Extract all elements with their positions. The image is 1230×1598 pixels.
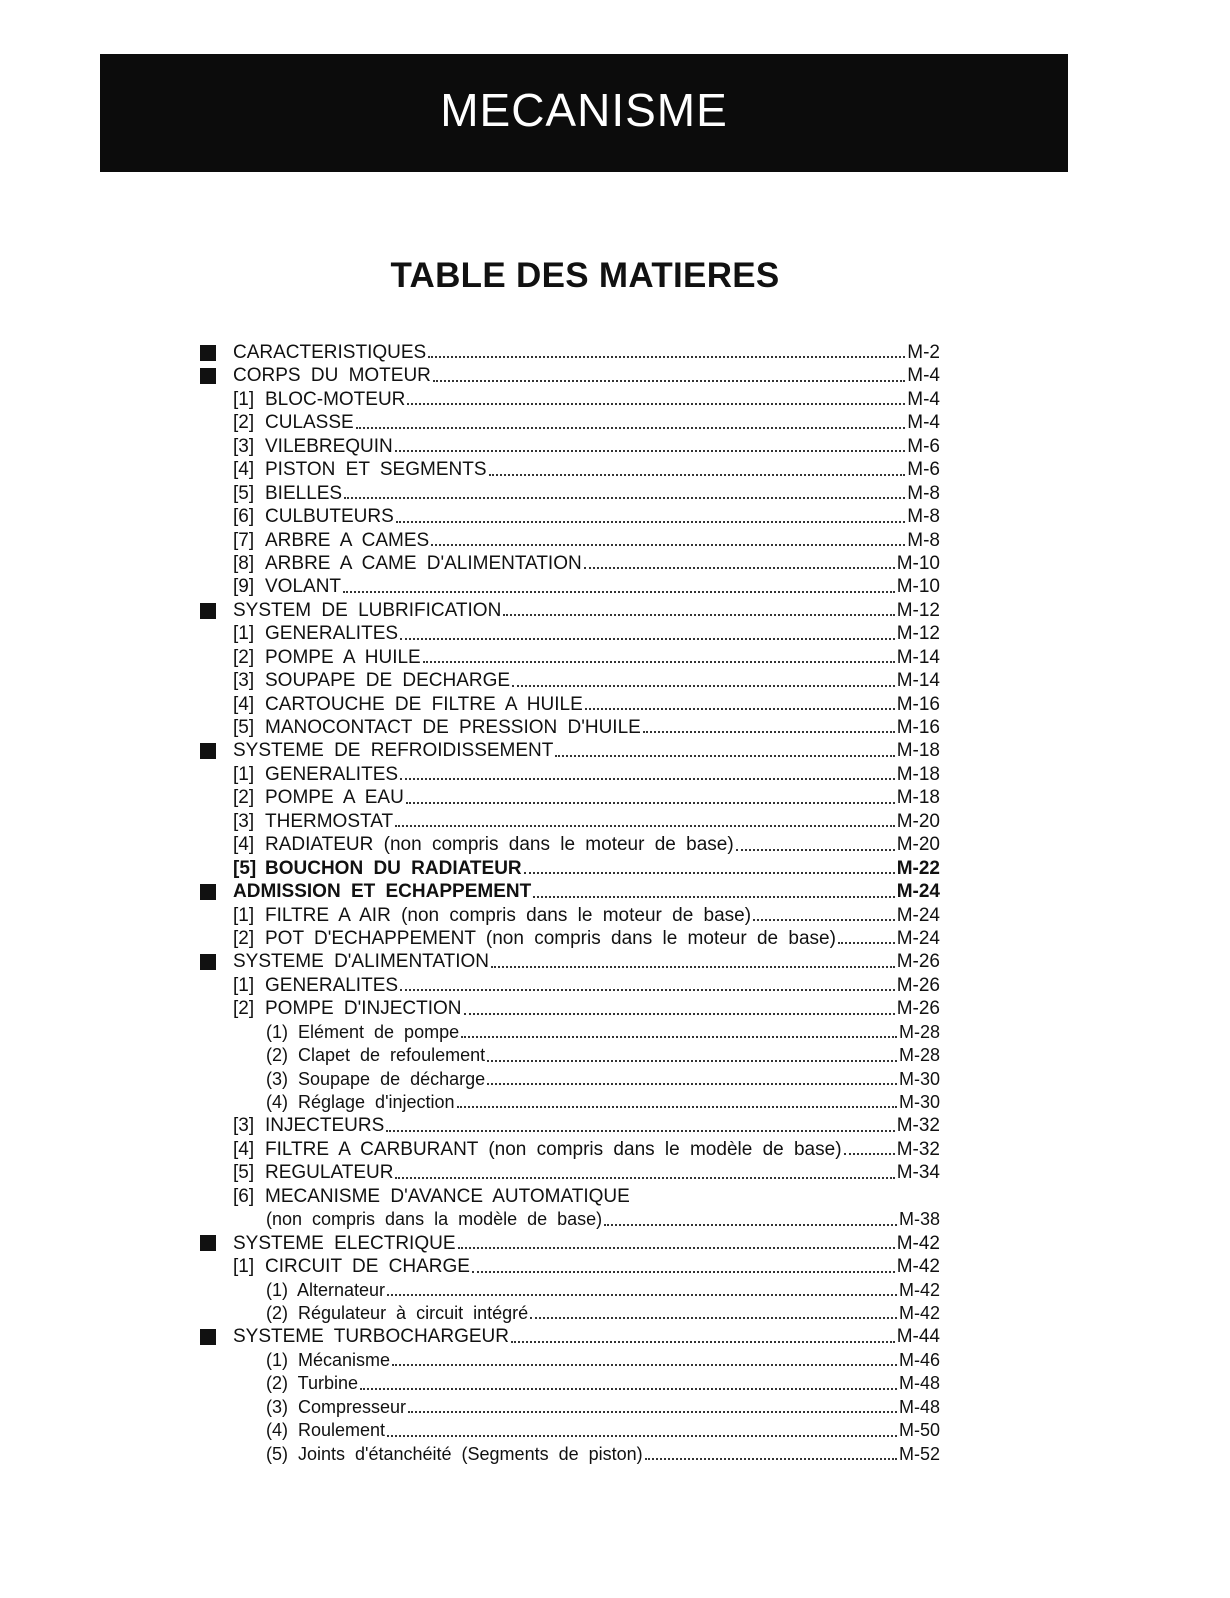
- toc-entry-label: (5) Joints d'étanchéité (Segments de piston): [266, 1443, 643, 1464]
- toc-entry-page: M-6: [907, 459, 940, 481]
- toc-entry: [200, 622, 940, 645]
- toc-entry-page: M-12: [896, 623, 940, 645]
- toc-entry: [200, 646, 940, 669]
- dot-leader: [392, 1364, 897, 1366]
- toc-entry-number: [4]: [233, 693, 255, 715]
- toc-entry-page: M-30: [898, 1092, 940, 1112]
- toc-entry: [200, 669, 940, 692]
- toc-entry: [200, 974, 940, 997]
- toc-entry: [200, 529, 940, 552]
- toc-entry-page: M-18: [896, 787, 940, 809]
- dot-leader: [407, 403, 905, 405]
- dot-leader: [461, 1036, 897, 1038]
- dot-leader: [533, 896, 895, 898]
- toc-entry-label: GENERALITES: [265, 763, 399, 785]
- dot-leader: [530, 1317, 897, 1319]
- toc-entry: [200, 458, 940, 481]
- toc-entry-page: M-20: [896, 834, 940, 856]
- section-marker-icon: [200, 743, 216, 759]
- toc-entry: [200, 1419, 940, 1442]
- dot-leader: [604, 1224, 897, 1226]
- toc-entry-page: M-14: [896, 670, 940, 692]
- toc-entry: [200, 1114, 940, 1137]
- toc-entry-label: POMPE A HUILE: [265, 646, 421, 668]
- dot-leader: [356, 427, 906, 429]
- toc-entry-page: M-26: [896, 951, 940, 973]
- toc-entry: [200, 763, 940, 786]
- toc-entry-label: GENERALITES: [265, 623, 399, 645]
- toc-entry-label: SYSTEME TURBOCHARGEUR: [233, 1326, 509, 1348]
- toc-entry-page: M-8: [907, 482, 940, 504]
- dot-leader: [643, 731, 895, 733]
- section-marker-icon: [200, 884, 216, 900]
- toc-entry: [200, 950, 940, 973]
- dot-leader: [423, 661, 895, 663]
- toc-entry: [200, 833, 940, 856]
- dot-leader: [360, 1388, 897, 1390]
- dot-leader: [395, 450, 906, 452]
- toc-entry-number: [2]: [233, 998, 255, 1020]
- dot-leader: [458, 1247, 895, 1249]
- toc-entry-page: M-26: [896, 974, 940, 996]
- dot-leader: [344, 497, 905, 499]
- toc-entry-page: M-16: [896, 717, 940, 738]
- toc-entry-page: M-46: [898, 1349, 940, 1370]
- toc-entry-label: CORPS DU MOTEUR: [233, 365, 431, 387]
- toc-entry: [200, 1349, 940, 1372]
- toc-entry: [200, 1232, 940, 1255]
- toc-entry-page: M-42: [898, 1279, 940, 1300]
- toc-entry: [200, 1161, 940, 1184]
- toc-entry-number: [6]: [233, 1185, 255, 1207]
- dot-leader: [400, 989, 895, 991]
- toc-entry-label: VILEBREQUIN: [265, 435, 393, 457]
- toc-entry-label: GENERALITES: [265, 974, 399, 996]
- toc-entry: [200, 997, 940, 1020]
- toc-entry: [200, 739, 940, 762]
- toc-entry-page: M-18: [896, 740, 940, 762]
- toc-entry: [200, 880, 940, 903]
- toc-entry-number: [5]: [233, 717, 255, 738]
- toc-entry-label: REGULATEUR: [265, 1162, 394, 1184]
- toc-entry-number: [4]: [233, 459, 255, 481]
- toc-entry-number: [5]: [233, 482, 255, 504]
- toc-entry-label: INJECTEURS: [265, 1115, 385, 1137]
- toc-entry: [200, 857, 940, 880]
- toc-entry: [200, 1302, 940, 1325]
- toc-entry: [200, 341, 940, 364]
- section-marker-icon: [200, 1329, 216, 1345]
- toc-entry: [200, 364, 940, 387]
- toc-entry: [200, 599, 940, 622]
- dot-leader: [400, 638, 895, 640]
- dot-leader: [503, 614, 894, 616]
- toc-heading: TABLE DES MATIERES: [390, 256, 780, 295]
- toc-entry-number: [4]: [233, 1138, 255, 1160]
- toc-entry-label: (2) Régulateur à circuit intégré: [266, 1302, 529, 1323]
- dot-leader: [472, 1271, 895, 1273]
- dot-leader: [396, 521, 905, 523]
- toc-entry-page: M-24: [896, 904, 940, 926]
- section-marker-icon: [200, 345, 216, 361]
- toc-entry-label: CARACTERISTIQUES: [233, 342, 427, 363]
- toc-entry-number: [1]: [233, 388, 255, 410]
- toc-entry-number: [1]: [233, 763, 255, 785]
- table-of-contents: [200, 341, 940, 1466]
- dot-leader: [753, 919, 895, 921]
- section-banner: [100, 54, 1068, 172]
- toc-entry-number: [7]: [233, 529, 255, 551]
- toc-entry-label: POT D'ECHAPPEMENT (non compris dans le moteur de base): [265, 927, 836, 949]
- dot-leader: [645, 1458, 897, 1460]
- toc-entry: [200, 1185, 940, 1208]
- toc-entry-page: M-26: [896, 998, 940, 1020]
- dot-leader: [395, 1177, 894, 1179]
- dot-leader: [386, 1130, 894, 1132]
- toc-entry-page: M-30: [898, 1068, 940, 1089]
- toc-entry-page: M-18: [896, 763, 940, 785]
- dot-leader: [524, 872, 895, 874]
- toc-entry: [200, 1443, 940, 1466]
- dot-leader: [585, 708, 895, 710]
- toc-entry-page: M-22: [896, 857, 940, 879]
- toc-entry: [200, 1138, 940, 1161]
- toc-entry-number: [2]: [233, 412, 255, 434]
- toc-entry-page: M-14: [896, 646, 940, 668]
- toc-entry-page: M-52: [898, 1443, 940, 1464]
- toc-entry-page: M-42: [898, 1302, 940, 1323]
- toc-entry: [200, 482, 940, 505]
- dot-leader: [487, 1083, 897, 1085]
- toc-entry-number: [3]: [233, 435, 255, 457]
- toc-entry: [200, 927, 940, 950]
- toc-entry: [200, 716, 940, 739]
- toc-entry: [200, 1396, 940, 1419]
- toc-entry-number: [3]: [233, 810, 255, 832]
- dot-leader: [395, 825, 895, 827]
- toc-entry-page: M-16: [896, 693, 940, 715]
- toc-entry-page: M-32: [896, 1138, 940, 1160]
- toc-entry-number: [1]: [233, 1256, 255, 1278]
- toc-entry-label: BOUCHON DU RADIATEUR: [265, 857, 522, 879]
- toc-entry-number: [1]: [233, 974, 255, 996]
- toc-entry-number: [5]: [233, 1162, 255, 1184]
- toc-entry-page: M-32: [896, 1115, 940, 1137]
- toc-entry-number: [2]: [233, 646, 255, 668]
- toc-entry-label: SYSTEM DE LUBRIFICATION: [233, 599, 502, 621]
- toc-entry-page: M-38: [898, 1209, 940, 1230]
- toc-entry-page: M-28: [898, 1045, 940, 1066]
- toc-entry: [200, 1372, 940, 1395]
- toc-entry-page: M-44: [896, 1326, 940, 1348]
- dot-leader: [512, 685, 895, 687]
- dot-leader: [464, 1013, 895, 1015]
- dot-leader: [736, 849, 895, 851]
- toc-entry-label: ADMISSION ET ECHAPPEMENT: [233, 881, 532, 903]
- toc-entry-number: [4]: [233, 834, 255, 856]
- toc-entry-label: MANOCONTACT DE PRESSION D'HUILE: [265, 717, 641, 738]
- toc-entry-label: SOUPAPE DE DECHARGE: [265, 670, 511, 692]
- toc-entry-number: [1]: [233, 623, 255, 645]
- dot-leader: [400, 778, 895, 780]
- toc-entry-page: M-10: [896, 552, 940, 574]
- toc-entry-label: SYSTEME DE REFROIDISSEMENT: [233, 740, 554, 762]
- toc-entry-label: BIELLES: [265, 482, 343, 504]
- dot-leader: [433, 380, 905, 382]
- toc-entry: [200, 505, 940, 528]
- toc-entry: [200, 388, 940, 411]
- toc-entry-label: (1) Alternateur: [266, 1279, 386, 1300]
- toc-entry-label: SYSTEME D'ALIMENTATION: [233, 951, 490, 973]
- toc-entry-label: ARBRE A CAMES: [265, 529, 430, 551]
- toc-entry-label: THERMOSTAT: [265, 810, 394, 832]
- toc-entry: [200, 1279, 940, 1302]
- toc-entry-page: M-4: [907, 388, 940, 410]
- toc-entry: [200, 693, 940, 716]
- dot-leader: [343, 591, 895, 593]
- toc-entry-label: (3) Soupape de décharge: [266, 1068, 486, 1089]
- toc-entry-label: SYSTEME ELECTRIQUE: [233, 1232, 456, 1254]
- toc-entry-label: (2) Turbine: [266, 1373, 359, 1394]
- toc-entry-label: (2) Clapet de refoulement: [266, 1045, 486, 1066]
- toc-entry-page: M-4: [907, 365, 940, 387]
- toc-entry-page: M-42: [896, 1232, 940, 1254]
- toc-entry-label: MECANISME D'AVANCE AUTOMATIQUE: [265, 1185, 630, 1207]
- dot-leader: [555, 755, 894, 757]
- toc-entry-page: M-34: [896, 1162, 940, 1184]
- dot-leader: [487, 1060, 897, 1062]
- toc-entry-label: (1) Mécanisme: [266, 1349, 391, 1370]
- toc-entry: [200, 1021, 940, 1044]
- toc-entry: [200, 1255, 940, 1278]
- toc-entry-number: [5]: [233, 857, 257, 879]
- dot-leader: [431, 544, 905, 546]
- section-marker-icon: [200, 954, 216, 970]
- toc-entry-number: [6]: [233, 506, 255, 528]
- toc-entry: [200, 552, 940, 575]
- toc-entry-page: M-24: [896, 927, 940, 949]
- toc-entry-number: [1]: [233, 904, 255, 926]
- toc-entry: [200, 1208, 940, 1231]
- toc-entry-page: M-8: [907, 506, 940, 528]
- toc-entry-page: M-2: [907, 342, 940, 363]
- toc-entry: [200, 1325, 940, 1348]
- toc-entry-label: (4) Réglage d'injection: [266, 1092, 455, 1112]
- dot-leader: [511, 1341, 895, 1343]
- toc-entry-page: M-50: [898, 1420, 940, 1441]
- dot-leader: [457, 1106, 897, 1108]
- dot-leader: [489, 474, 906, 476]
- toc-entry-label: (1) Elément de pompe: [266, 1021, 460, 1042]
- toc-entry: [200, 786, 940, 809]
- toc-entry-page: M-28: [898, 1021, 940, 1042]
- dot-leader: [491, 966, 895, 968]
- dot-leader: [844, 1153, 895, 1155]
- toc-entry-label: CULASSE: [265, 412, 354, 434]
- toc-entry-label: (3) Compresseur: [266, 1396, 407, 1417]
- toc-entry-label: CULBUTEURS: [265, 506, 394, 528]
- toc-entry-label: RADIATEUR (non compris dans le moteur de base): [265, 834, 734, 856]
- toc-entry-label: FILTRE A AIR (non compris dans le moteur de base): [265, 904, 752, 926]
- toc-entry-number: [3]: [233, 1115, 255, 1137]
- dot-leader: [387, 1294, 897, 1296]
- toc-entry-number: [9]: [233, 576, 255, 598]
- toc-entry-number: [2]: [233, 927, 255, 949]
- toc-entry-page: M-20: [896, 810, 940, 832]
- toc-entry-label: PISTON ET SEGMENTS: [265, 459, 487, 481]
- toc-entry-page: M-6: [907, 435, 940, 457]
- section-title: MECANISME: [440, 84, 728, 136]
- toc-entry-number: [2]: [233, 787, 255, 809]
- toc-entry-number: [3]: [233, 670, 255, 692]
- toc-entry-number: [8]: [233, 552, 255, 574]
- toc-entry-label: CIRCUIT DE CHARGE: [265, 1256, 470, 1278]
- toc-entry: [200, 411, 940, 434]
- toc-entry-page: M-42: [896, 1256, 940, 1278]
- dot-leader: [584, 567, 895, 569]
- dot-leader: [428, 356, 905, 358]
- toc-entry-label: (4) Roulement: [266, 1420, 386, 1441]
- toc-entry-label: FILTRE A CARBURANT (non compris dans le modèle de base): [265, 1138, 842, 1160]
- toc-entry: [200, 435, 940, 458]
- section-marker-icon: [200, 603, 216, 619]
- toc-entry-page: M-24: [896, 881, 940, 903]
- toc-entry-page: M-12: [896, 599, 940, 621]
- toc-entry-label: POMPE D'INJECTION: [265, 998, 462, 1020]
- toc-entry: [200, 810, 940, 833]
- toc-entry-label: BLOC-MOTEUR: [265, 388, 406, 410]
- toc-entry-page: M-10: [896, 576, 940, 598]
- toc-entry-page: M-8: [907, 529, 940, 551]
- section-marker-icon: [200, 368, 216, 384]
- section-marker-icon: [200, 1235, 216, 1251]
- toc-entry-label: POMPE A EAU: [265, 787, 404, 809]
- dot-leader: [408, 1411, 897, 1413]
- toc-entry-label: (non compris dans la modèle de base): [266, 1209, 603, 1230]
- toc-entry-label: VOLANT: [265, 576, 342, 598]
- toc-entry: [200, 1091, 940, 1114]
- toc-entry: [200, 1068, 940, 1091]
- toc-entry-page: M-48: [898, 1373, 940, 1394]
- dot-leader: [406, 802, 895, 804]
- toc-entry-label: ARBRE A CAME D'ALIMENTATION: [265, 552, 582, 574]
- toc-entry: [200, 904, 940, 927]
- dot-leader: [387, 1435, 897, 1437]
- toc-entry: [200, 1044, 940, 1067]
- dot-leader: [838, 942, 895, 944]
- toc-entry-label: CARTOUCHE DE FILTRE A HUILE: [265, 693, 583, 715]
- toc-entry-page: M-4: [907, 412, 940, 434]
- toc-entry: [200, 575, 940, 598]
- toc-entry-page: M-48: [898, 1396, 940, 1417]
